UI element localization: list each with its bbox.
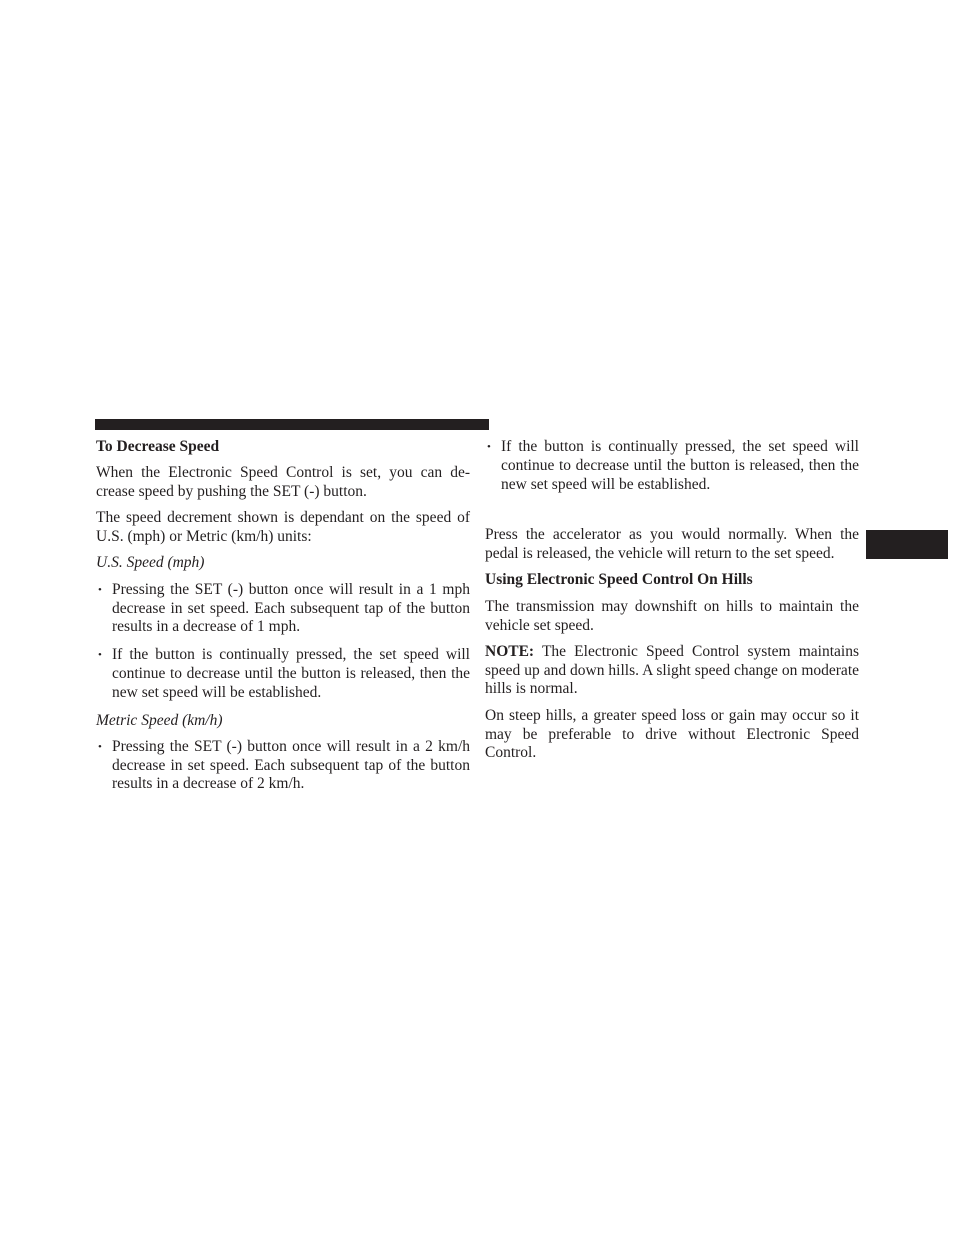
bullet-icon: •: [98, 740, 102, 753]
list-item: • Pressing the SET (-) button once will result in a 1 mph decrease in set speed. Each subsequent tap of the button results in a decrease of 1 mph.: [98, 580, 470, 636]
spacer: [485, 503, 859, 526]
chapter-tab: [866, 530, 948, 559]
bullet-icon: •: [487, 441, 491, 453]
note-paragraph: [485, 643, 859, 699]
section-rule: [95, 419, 489, 430]
metric-speed-list: [96, 738, 470, 794]
paragraph-steep-hills: On steep hills, a greater speed loss or gain may occur so it may be preferable to drive without Electronic Speed Control.: [485, 706, 859, 762]
bullet-icon: •: [98, 649, 102, 662]
us-speed-list: [96, 581, 470, 703]
list-item: • If the button is continually pressed, the set speed will continue to decrease until the button is released, then the new set speed will be established.: [487, 438, 859, 493]
hills-heading: Using Electronic Speed Control On Hills: [485, 571, 753, 589]
metric-speed-heading: Metric Speed (km/h): [96, 711, 223, 729]
paragraph-set-control: When the Electronic Speed Control is set, you can de-crease speed by pushing the SET (-) button.: [96, 464, 470, 501]
list-item: • Pressing the SET (-) button once will result in a 2 km/h decrease in set speed. Each subsequent tap of the button results in a decrease of 2 km/h.: [98, 737, 470, 793]
paragraph-accelerator: Press the accelerator as you would normally. When the pedal is released, the vehicle will return to the set speed.: [485, 526, 859, 563]
us-speed-heading: U.S. Speed (mph): [96, 554, 205, 572]
note-label: NOTE:: [485, 642, 535, 660]
note-text: The Electronic Speed Control system maintains speed up and down hills. A slight speed change on moderate hills is normal.: [485, 642, 859, 698]
left-column: [96, 438, 470, 803]
decrease-speed-heading: To Decrease Speed: [96, 438, 220, 455]
list-item: • If the button is continually pressed, the set speed will continue to decrease until the button is released, then the new set speed will be established.: [98, 646, 470, 701]
right-column: [485, 438, 859, 771]
bullet-icon: •: [98, 583, 102, 596]
paragraph-transmission: The transmission may downshift on hills to maintain the vehicle set speed.: [485, 597, 859, 634]
paragraph-decrement-units: The speed decrement shown is dependant on the speed of U.S. (mph) or Metric (km/h) units:: [96, 509, 470, 546]
metric-speed-list-continued: [485, 438, 859, 494]
